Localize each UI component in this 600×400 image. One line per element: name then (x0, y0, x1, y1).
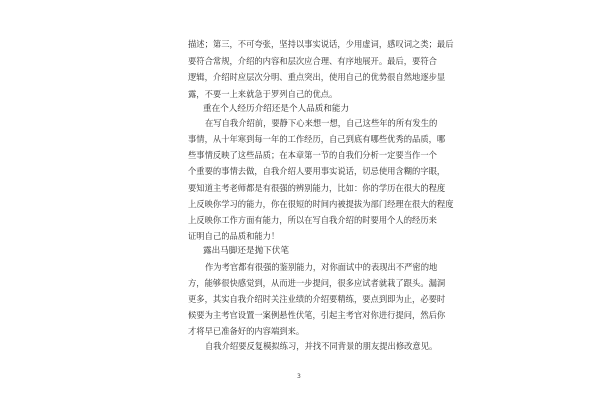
paragraph-line: 方，能够很快感觉到，从而进一步提问，很多应试者就栽了跟头。漏洞 (188, 278, 446, 288)
paragraph-line: 个重要的事情去做，自我介绍人要用事实说话，切忌使用含糊的字眼， (188, 166, 446, 176)
paragraph-line: 候要为主考官设置一案例悬性伏笔，引起主考官对你进行提问，然后你 (188, 310, 446, 320)
paragraph-line: 更多，其实自我介绍时关注业绩的介绍要精练，要点到即为止，必要时 (188, 294, 446, 304)
page-number: 3 (297, 373, 301, 380)
section-heading: 重在个人经历介绍还是个人品质和能力 (203, 104, 350, 114)
paragraph-line: 逻辑，介绍时应层次分明、重点突出，使用自己的优势很自然地逐步显 (188, 72, 446, 82)
paragraph-line: 上反映你学习的能力，你在很短的时间内被提拔为部门经理在很大的程度 (188, 199, 454, 209)
paragraph-line: 描述；第三，不可夸张，坚持以事实说话，少用虚词，感叹词之类；最后 (188, 39, 454, 49)
paragraph-line: 证明自己的品质和能力！ (188, 231, 280, 241)
paragraph-line: 些事情反映了这些品质；在本章第一节的自我们分析一定要当作一个 (188, 150, 437, 160)
paragraph-line: 作为考官都有很强的鉴别能力，对你面试中的表现出不严密的地 (205, 262, 438, 272)
paragraph-line: 事情，从十年寒到每一年的工作经历，自己到底有哪些优秀的品质，哪 (188, 134, 446, 144)
paragraph-line: 要符合常规，介绍的内容和层次应合理、有序地展开。最后，要符合 (188, 56, 437, 66)
paragraph-line: 上反映你工作方面有能力，所以在写自我介绍的时要用个人的经历来 (188, 215, 437, 225)
paragraph-line: 才将早已准备好的内容端到来。 (188, 326, 305, 336)
section-heading: 露出马脚还是抛下伏笔 (203, 246, 289, 256)
paragraph-line: 要知道主考老师都是有很强的辨别能力，比如：你的学历在很大的程度 (188, 183, 446, 193)
paragraph-line: 在写自我介绍前，要静下心来想一想，自己这些年的所有发生的 (205, 118, 438, 128)
paragraph-line: 露，不要一上来就急于罗列自己的优点。 (188, 89, 338, 99)
paragraph-line: 自我介绍要反复模拟练习，并找不同背景的朋友提出修改意见。 (205, 341, 438, 351)
